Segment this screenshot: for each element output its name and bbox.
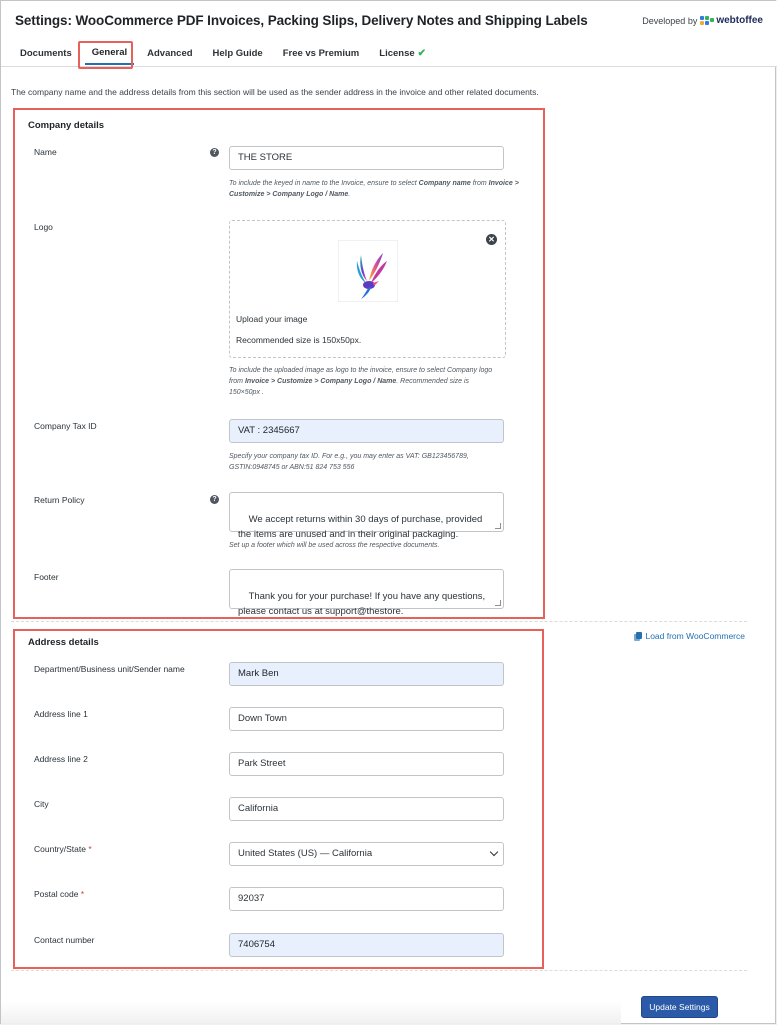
bottom-divider	[11, 970, 747, 971]
address-line-2-label: Address line 2	[34, 754, 88, 764]
name-label: Name	[34, 147, 57, 157]
logo-help-bold-1: Invoice > Customize > Company Logo / Name	[244, 378, 397, 385]
copy-icon	[634, 632, 642, 641]
bottom-fade	[1, 1001, 621, 1025]
country-state-label-text: Country/State	[34, 844, 86, 854]
address-line-2-input[interactable]: Park Street	[229, 752, 504, 776]
address-details-title: Address details	[28, 637, 99, 648]
recommended-size-text: Recommended size is 150x50px.	[236, 335, 362, 345]
tab-help-guide-label: Help Guide	[212, 48, 263, 59]
return-policy-help-icon[interactable]: ?	[210, 495, 219, 504]
return-policy-textarea[interactable]	[229, 492, 504, 540]
company-tax-id-input[interactable]: VAT : 2345667	[229, 419, 504, 443]
address-line-1-input[interactable]: Down Town	[229, 707, 504, 731]
check-icon: ✔	[417, 48, 427, 59]
remove-logo-icon[interactable]: ✕	[486, 234, 497, 245]
tab-advanced-label: Advanced	[147, 48, 193, 59]
resize-grip-icon[interactable]	[495, 523, 501, 529]
postal-code-input[interactable]: 92037	[229, 887, 504, 911]
tax-id-label: Company Tax ID	[34, 421, 97, 431]
footer-value: Thank you for your purchase! If you have any questions, please contact us at support@thestore.	[238, 591, 488, 617]
name-help-bold-2: Invoice > Customize > Company Logo / Name	[229, 180, 519, 198]
company-details-title: Company details	[28, 120, 105, 131]
logo-upload-area[interactable]	[229, 220, 506, 358]
sender-name-label: Department/Business unit/Sender name	[34, 664, 185, 674]
chevron-down-icon	[490, 848, 498, 856]
footer-label: Footer	[34, 572, 59, 582]
company-name-input[interactable]: THE STORE	[229, 146, 504, 170]
country-state-select[interactable]	[229, 842, 504, 866]
required-marker: *	[88, 844, 92, 854]
tax-id-help: Specify your company tax ID. For e.g., you may enter as VAT: GB123456789, GSTIN:0948745 or ABN:51 824 753 556	[229, 453, 469, 471]
logo-help-text-2: . Recommended size is 150×50px .	[229, 378, 470, 396]
company-name-help	[229, 178, 519, 200]
load-from-woocommerce-label: Load from WooCommerce	[645, 631, 745, 641]
tab-advanced[interactable]	[140, 43, 199, 65]
required-marker: *	[80, 889, 85, 899]
tab-documents[interactable]	[13, 43, 79, 65]
tab-documents-label: Documents	[20, 48, 72, 59]
upload-image-text[interactable]: Upload your image	[236, 314, 308, 324]
return-policy-help: Set up a footer which will be used across the respective documents.	[229, 542, 440, 549]
return-policy-value: We accept returns within 30 days of purchase, provided the items are unused and in their original packaging.	[238, 514, 485, 540]
logo-help-text-1: To include the uploaded image as logo to the invoice, ensure to select Company logo from	[229, 367, 493, 385]
intro-text: The company name and the address details from this section will be used as the sender address in the invoice and other related documents.	[11, 87, 539, 97]
country-state-label	[34, 844, 92, 854]
city-label: City	[34, 799, 49, 809]
name-help-text-2: from	[470, 180, 489, 187]
section-divider	[11, 621, 747, 622]
tab-highlight-annotation	[78, 41, 133, 69]
tab-license-label: License	[379, 48, 415, 59]
logo-preview	[338, 240, 398, 302]
footer-textarea[interactable]	[229, 569, 504, 617]
tab-free-vs-premium-label: Free vs Premium	[282, 48, 360, 59]
tab-free-vs-premium[interactable]	[276, 43, 367, 65]
contact-number-label: Contact number	[34, 935, 95, 945]
name-help-text-3: .	[348, 191, 351, 198]
page-header	[1, 1, 777, 67]
bird-logo-icon	[339, 241, 397, 301]
tab-general-label: General	[91, 47, 128, 58]
webtoffee-logo-text: webtoffee	[716, 15, 763, 26]
developer-credit	[642, 15, 763, 26]
logo-label: Logo	[34, 222, 53, 232]
resize-grip-icon[interactable]	[495, 600, 501, 606]
name-help-bold-1: Company name	[418, 180, 471, 187]
postal-code-label	[34, 889, 84, 899]
name-help-icon[interactable]: ?	[210, 148, 219, 157]
return-policy-label: Return Policy	[34, 495, 85, 505]
developed-by-label: Developed by	[642, 15, 698, 26]
address-line-1-label: Address line 1	[34, 709, 88, 719]
webtoffee-logo-icon	[700, 16, 714, 25]
tab-license[interactable]	[372, 43, 433, 65]
logo-help	[229, 365, 494, 398]
name-help-text-1: To include the keyed in name to the Invoice, ensure to select	[229, 180, 419, 187]
webtoffee-logo[interactable]	[700, 15, 763, 26]
tab-help-guide[interactable]	[206, 43, 270, 65]
postal-code-label-text: Postal code	[34, 889, 79, 899]
settings-tabs	[13, 43, 439, 67]
contact-number-input[interactable]: 7406754	[229, 933, 504, 957]
load-from-woocommerce-link[interactable]	[634, 631, 745, 641]
update-settings-button[interactable]: Update Settings	[641, 996, 718, 1018]
sender-name-input[interactable]: Mark Ben	[229, 662, 504, 686]
page-title: Settings: WooCommerce PDF Invoices, Packing Slips, Delivery Notes and Shipping Labels	[15, 13, 588, 28]
city-input[interactable]: California	[229, 797, 504, 821]
country-state-value: United States (US) — California	[238, 848, 373, 859]
